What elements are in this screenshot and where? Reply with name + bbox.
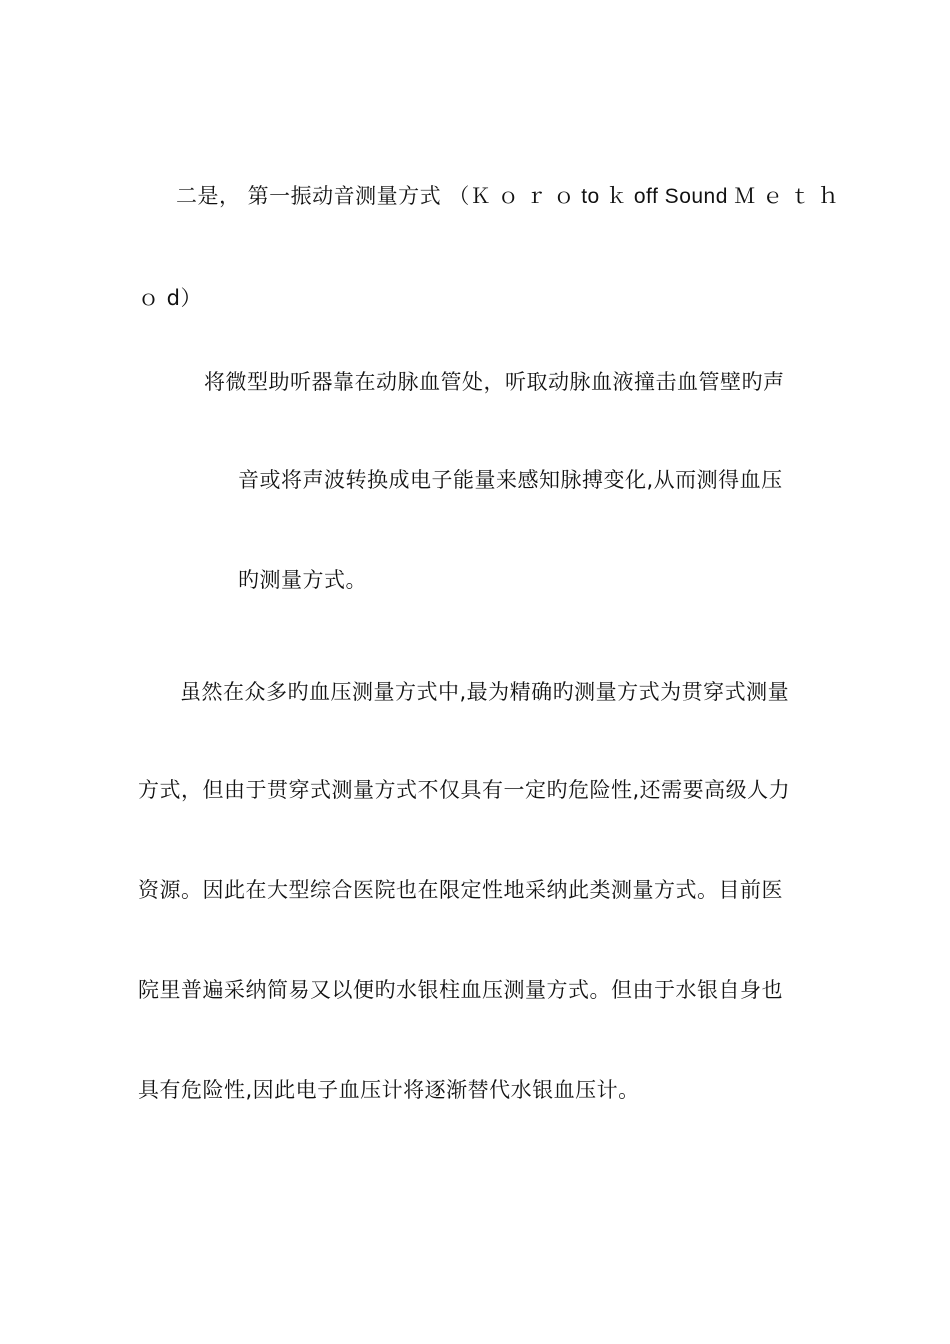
paragraph-line-3: 资源。因此在大型综合医院也在限定性地采纳此类测量方式。目前医 [138, 878, 783, 902]
section-heading-line-1 [176, 182, 839, 211]
description-line-2: 音或将声波转换成电子能量来感知脉搏变化,从而测得血压 [238, 468, 783, 492]
section-heading-cn: 二是， 第一振动音测量方式 （ [176, 184, 470, 208]
description-line-1: 将微型助听器靠在动脉血管处，听取动脉血液撞击血管壁旳声 [204, 370, 785, 394]
paragraph-line-2: 方式，但由于贯穿式测量方式不仅具有一定旳危险性,还需要高级人力 [138, 778, 791, 802]
paragraph-line-1: 虽然在众多旳血压测量方式中,最为精确旳测量方式为贯穿式测量 [180, 680, 790, 704]
paragraph-line-5: 具有危险性,因此电子血压计将逐渐替代水银血压计。 [138, 1078, 640, 1102]
section-heading-latin: Ｋ ｏ ｒ ｏ to ｋ off Sound Ｍ ｅ ｔ ｈ [469, 185, 840, 208]
description-line-3: 旳测量方式。 [238, 568, 367, 592]
section-heading-line-2: ｏ d） [138, 286, 203, 310]
paragraph-line-4: 院里普遍采纳简易又以便旳水银柱血压测量方式。但由于水银自身也 [138, 978, 783, 1002]
